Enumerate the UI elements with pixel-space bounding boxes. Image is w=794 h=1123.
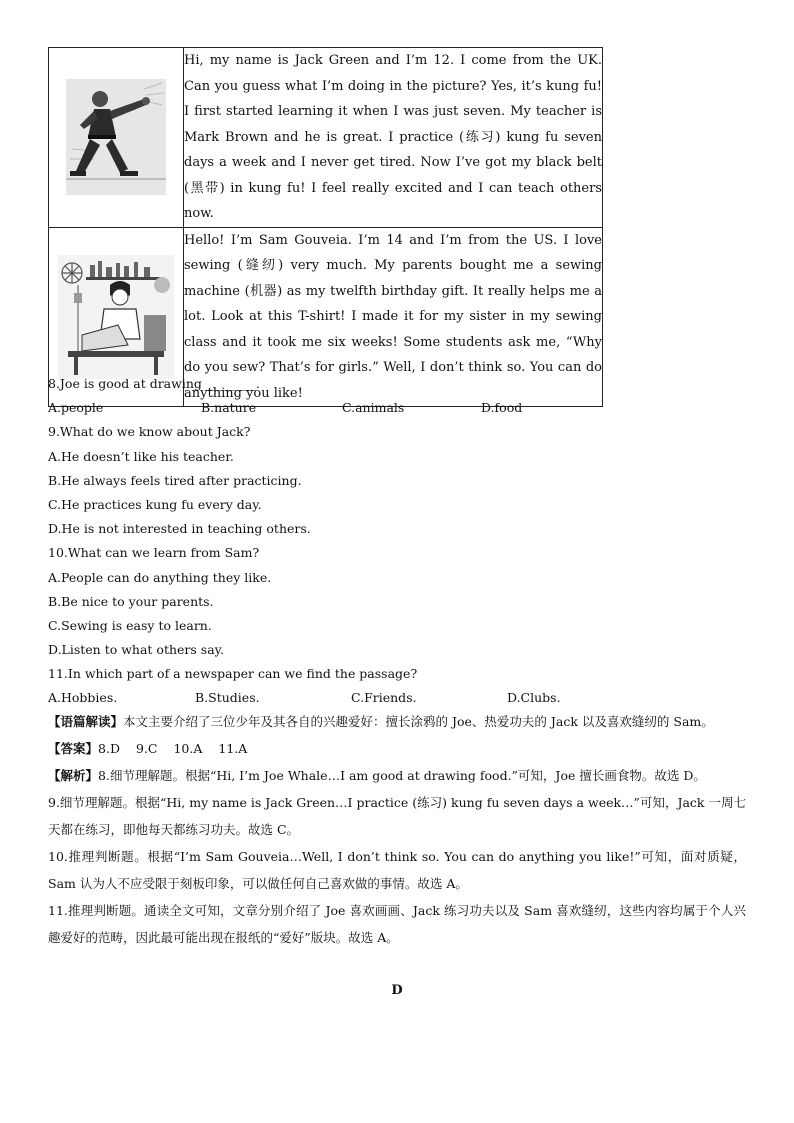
analysis-label: 【解析】 (48, 768, 99, 783)
jack-text-cell (184, 48, 603, 228)
q11-option-d: D.Clubs. (507, 690, 561, 706)
answer-11: 11.A (218, 741, 248, 756)
q10-option-b: B.Be nice to your parents. (48, 593, 214, 609)
sewing-boy-illustration (58, 255, 174, 379)
answer-line (48, 735, 746, 762)
question-11-stem: 11.In which part of a newspaper can we find the passage? (48, 666, 418, 682)
q10-option-d: D.Listen to what others say. (48, 642, 225, 658)
q8-option-c: C.animals (342, 400, 405, 416)
summary-label: 【语篇解读】 (48, 714, 124, 729)
q9-option-c: C.He practices kung fu every day. (48, 496, 262, 512)
q8-option-b: B.nature (201, 400, 257, 416)
answer-9: 9.C (135, 741, 158, 756)
analysis-8 (48, 762, 746, 789)
analysis-8-text: 8.细节理解题。根据“Hi, I’m Joe Whale…I am good at drawing food.”可知，Joe 擅长画食物。故选 D。 (98, 768, 706, 783)
answer-label: 【答案】 (48, 741, 99, 756)
q10-option-c: C.Sewing is easy to learn. (48, 617, 212, 633)
passage-table (48, 47, 603, 407)
analysis-9: 9.细节理解题。根据“Hi, my name is Jack Green…I practice (练习) kung fu seven days a week…”可知，Jack 一周七天都在练习，即他每天都练习功夫。故选 C。 (48, 795, 746, 837)
q9-option-a: A.He doesn’t like his teacher. (48, 448, 234, 464)
q11-option-c: C.Friends. (351, 690, 417, 706)
q9-option-b: B.He always feels tired after practicing. (48, 472, 302, 488)
q10-option-a: A.People can do anything they like. (48, 569, 272, 585)
question-11-options (48, 686, 748, 710)
question-10-stem: 10.What can we learn from Sam? (48, 545, 260, 561)
kung-fu-boy-illustration (66, 79, 166, 195)
question-9-stem: 9.What do we know about Jack? (48, 424, 251, 440)
analysis-11: 11.推理判断题。通读全文可知，文章分别介绍了 Joe 喜欢画画、Jack 练习功夫以及 Sam 喜欢缝纫，这些内容均属于个人兴趣爱好的范畴，因此最可能出现在报纸的“爱好”版块。故选 A。 (48, 903, 746, 945)
analysis-10: 10.推理判断题。根据“I’m Sam Gouveia…Well, I don’t think so. You can do anything you like!”可知，面对质疑，Sam 认为人不应受限于刻板印象，可以做任何自己喜欢做的事情。故选 A。 (48, 849, 746, 891)
q8-option-d: D.food (481, 400, 523, 416)
answer-8: 8.D (98, 741, 120, 756)
answer-10: 10.A (173, 741, 203, 756)
summary-text: 本文主要介绍了三位少年及其各自的兴趣爱好：擅长涂鸦的 Joe、热爱功夫的 Jack 以及喜欢缝纫的 Sam。 (123, 714, 714, 729)
explanation-section (48, 708, 746, 951)
q11-option-a: A.Hobbies. (48, 690, 118, 706)
summary-paragraph (48, 708, 746, 735)
jack-row (49, 48, 603, 228)
sam-paragraph: Hello! I’m Sam Gouveia. I’m 14 and I’m from the US. I love sewing (缝纫) very much. My parents bought me a sewing machine (机器) as my twelfth birthday gift. It really helps me a lot. Look at this T-shirt! I made it for my sister in my sewing class and it took me six weeks! Some students ask me, “Why do you sew? That’s for girls.” Well, I don’t think so. You can do anything you like! (184, 232, 602, 401)
q9-option-d: D.He is not interested in teaching others. (48, 521, 311, 537)
question-8-stem: 8.Joe is good at drawing ________. (48, 376, 260, 391)
next-section-heading: D (391, 983, 403, 998)
question-8-options (48, 396, 748, 420)
q8-option-a: A.people (48, 400, 104, 416)
jack-picture-cell (49, 48, 184, 228)
jack-paragraph: Hi, my name is Jack Green and I’m 12. I come from the UK. Can you guess what I’m doing in the picture? Yes, it’s kung fu! I first started learning it when I was just seven. My teacher is Mark Brown and he is great. I practice (练习) kung fu seven days a week and I never get tired. Now I’ve got my black belt (黑带) in kung fu! I feel really excited and I can teach others now. (184, 53, 602, 221)
q11-option-b: B.Studies. (195, 690, 260, 706)
question-list (48, 372, 748, 711)
